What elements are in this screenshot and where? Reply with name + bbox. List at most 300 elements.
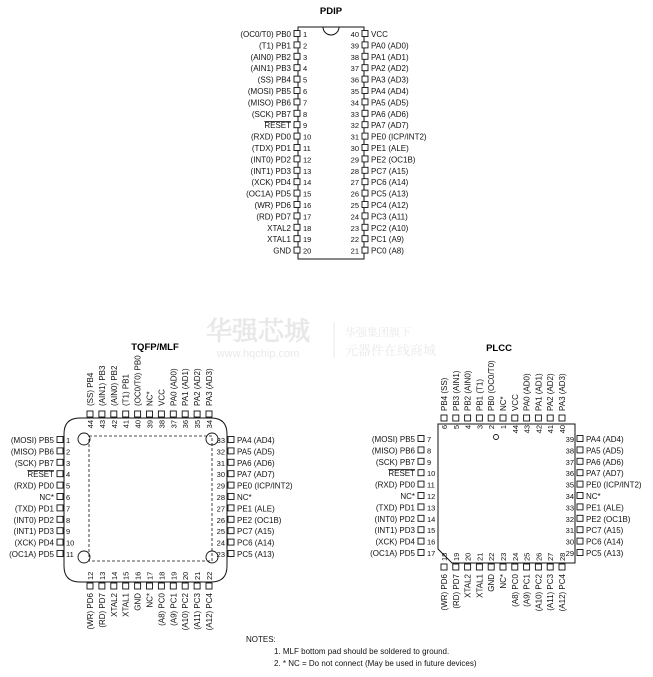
pin-number: 38 xyxy=(350,52,359,62)
pin-number: 18 xyxy=(157,571,167,580)
pin-pad xyxy=(206,411,212,417)
pin-label: (MISO) PB6 xyxy=(10,447,54,457)
pin-number: 42 xyxy=(109,420,119,429)
pin-label: XTAL2 xyxy=(267,223,291,233)
pin-number: 40 xyxy=(558,425,567,434)
pin-number: 5 xyxy=(451,425,461,430)
pin-label: (RXD) PD0 xyxy=(374,480,415,490)
pin-label: VCC xyxy=(371,30,388,39)
pin-number: 30 xyxy=(216,470,225,480)
pin-pad xyxy=(524,415,530,421)
pin-number: 4 xyxy=(463,425,473,430)
pin-pad xyxy=(294,167,300,173)
pin-label: (XCK) PD4 xyxy=(14,538,54,548)
pin-pad xyxy=(441,415,447,421)
pin-number: 28 xyxy=(558,552,567,561)
pin-pad xyxy=(512,415,518,421)
pin-number: 18 xyxy=(303,223,312,233)
pin-pad xyxy=(135,583,141,589)
pin-number: 31 xyxy=(216,458,225,468)
pin-number: 15 xyxy=(303,189,312,199)
pin-number: 17 xyxy=(303,212,312,222)
pin-label: PE1 (ALE) xyxy=(371,144,409,153)
pin-pad xyxy=(362,122,368,128)
pin-pad xyxy=(547,415,553,421)
pin-pad xyxy=(418,470,424,476)
pin-number: 35 xyxy=(350,87,359,96)
watermark-tagline-2: 元器件在线商城 xyxy=(345,343,437,358)
pin-number: 9 xyxy=(427,457,432,467)
pin-pad xyxy=(194,583,200,589)
pin-number: 30 xyxy=(565,537,574,547)
pin-number: 25 xyxy=(350,201,359,210)
pin-label: (AIN0) PB2 xyxy=(250,52,291,62)
pin-pad xyxy=(206,583,212,589)
pin-pad xyxy=(170,411,176,417)
pin-label: (RD) PD7 xyxy=(97,593,107,628)
pin-label: XTAL1 xyxy=(475,574,485,598)
pin-label: PE0 (ICP/INT2) xyxy=(586,480,642,490)
pin-pad xyxy=(362,213,368,219)
pin-number: 8 xyxy=(427,446,432,456)
pin-number: 4 xyxy=(303,64,308,74)
pin-pad xyxy=(362,167,368,173)
pin-label: (AIN0) PB2 xyxy=(109,365,119,406)
pin-label: (A11) PC3 xyxy=(193,593,203,630)
pin-number: 26 xyxy=(350,189,359,199)
pin-number: 28 xyxy=(216,493,225,502)
pin-label: PA2 (AD2) xyxy=(371,64,409,74)
pin-number: 29 xyxy=(216,481,225,491)
pin-number: 19 xyxy=(303,235,312,245)
pin-pad xyxy=(418,493,424,499)
pin-label: PC4 (A12) xyxy=(371,201,409,210)
pin-pad xyxy=(158,583,164,589)
pin-label: VCC xyxy=(157,389,167,406)
pin-number: 32 xyxy=(565,514,574,524)
pin-pad xyxy=(535,415,541,421)
pin-pad xyxy=(453,564,459,570)
pin-label: NC* xyxy=(400,492,415,501)
pin-pad xyxy=(418,447,424,453)
pin-number: 36 xyxy=(181,420,191,429)
pin-label: PB1 (T1) xyxy=(475,378,485,411)
pin-label: VCC xyxy=(510,394,520,411)
note-item: 2. * NC = Do not connect (May be used in future devices) xyxy=(274,659,477,668)
pin-number: 22 xyxy=(487,552,497,561)
pin-pad xyxy=(577,538,583,544)
pin-number: 2 xyxy=(303,41,308,51)
pin-label: PC6 (A14) xyxy=(237,538,275,548)
pin-pad xyxy=(577,493,583,499)
pin-label: (T1) PB1 xyxy=(121,373,131,406)
pin-pad xyxy=(476,564,482,570)
pin-number: 20 xyxy=(181,571,191,580)
pin-number: 22 xyxy=(205,571,214,580)
pin-number: 34 xyxy=(205,420,214,429)
pin-number: 6 xyxy=(66,493,71,502)
pin-pad xyxy=(577,550,583,556)
pin-number: 14 xyxy=(109,571,119,580)
pin-label: (INT1) PD3 xyxy=(13,527,54,537)
pin-number: 15 xyxy=(121,571,131,580)
pin-label: PB4 (SS) xyxy=(440,377,449,411)
pin-number: 9 xyxy=(303,121,308,131)
watermark-url: www.hqchip.com xyxy=(216,348,300,360)
pin-pad xyxy=(418,436,424,442)
pin-number: 35 xyxy=(193,420,203,429)
pin-pad xyxy=(294,156,300,162)
pin-pad xyxy=(57,505,63,511)
pin-pad xyxy=(111,411,117,417)
pin-number: 24 xyxy=(216,538,225,548)
pin-pad xyxy=(182,583,188,589)
pin-pad xyxy=(228,539,234,545)
pin-pad xyxy=(535,564,541,570)
pin-label: PC5 (A13) xyxy=(371,189,409,199)
pin-label: (INT0) PD2 xyxy=(13,515,54,525)
pin-label: NC* xyxy=(499,574,508,589)
pin-pad xyxy=(294,99,300,105)
pin-label: (A10) PC2 xyxy=(181,593,191,631)
pin-label: PA6 (AD6) xyxy=(371,109,409,119)
pin-number: 1 xyxy=(66,436,71,445)
pin-pad xyxy=(559,415,565,421)
pin-label: RESET xyxy=(27,470,54,480)
pin-label: (SCK) PB7 xyxy=(375,457,415,467)
pin-number: 10 xyxy=(427,469,436,479)
pin-pad xyxy=(99,583,105,589)
pin-pad xyxy=(362,247,368,253)
pin-number: 19 xyxy=(169,571,179,580)
pin-label: NC* xyxy=(145,391,155,406)
pin-number: 43 xyxy=(522,425,532,434)
pin-label: (OC0/T0) PB0 xyxy=(240,30,291,39)
pin-pad xyxy=(57,459,63,465)
pin-number: 38 xyxy=(157,420,167,429)
pin-pad xyxy=(512,564,518,570)
pin-label: PC5 (A13) xyxy=(586,549,624,558)
pin-label: PA4 (AD4) xyxy=(371,87,409,96)
pin-label: (WR) PD6 xyxy=(254,201,291,210)
pin-number: 4 xyxy=(66,470,71,480)
pin-number: 21 xyxy=(475,552,485,561)
pin-label: (OC1A) PD5 xyxy=(246,189,291,199)
pin-number: 15 xyxy=(427,526,436,536)
pdip-package xyxy=(240,6,427,259)
pin-pad xyxy=(577,458,583,464)
pin-pad xyxy=(577,447,583,453)
pin-pad xyxy=(362,88,368,94)
pin-label: XTAL2 xyxy=(109,593,119,617)
pin-pad xyxy=(294,88,300,94)
pin-label: PA2 (AD2) xyxy=(546,373,556,411)
pin-number: 28 xyxy=(350,166,359,176)
pin-number: 37 xyxy=(350,64,359,74)
pin-label: (TXD) PD1 xyxy=(14,504,54,514)
pin-label: NC* xyxy=(145,593,155,608)
pin-pad xyxy=(228,437,234,443)
pin-number: 13 xyxy=(427,503,436,513)
pin-pad xyxy=(294,53,300,59)
pin-pad xyxy=(362,110,368,116)
pin-number: 24 xyxy=(510,552,520,561)
pin-number: 12 xyxy=(303,155,312,165)
pin-pad xyxy=(362,53,368,59)
pin-number: 16 xyxy=(133,571,143,580)
pin-pad xyxy=(362,156,368,162)
pin-label: PB2 (AIN0) xyxy=(463,370,473,411)
pin-label: PA2 (AD2) xyxy=(193,368,203,406)
pin-label: (OC1A) PD5 xyxy=(370,549,415,558)
pin-label: PA5 (AD5) xyxy=(586,446,624,456)
pin-pad xyxy=(418,504,424,510)
tqfp-package xyxy=(9,342,293,630)
pin-pad xyxy=(362,65,368,71)
pin-number: 39 xyxy=(145,420,155,429)
pin-number: 33 xyxy=(350,109,359,119)
pin-label: (XCK) PD4 xyxy=(251,178,291,188)
pin-label: (INT1) PD3 xyxy=(250,166,291,176)
pin-pad xyxy=(441,564,447,570)
pin-pad xyxy=(577,527,583,533)
pin-pad xyxy=(123,583,129,589)
pin-pad xyxy=(147,583,153,589)
pin-pad xyxy=(476,415,482,421)
pin-number: 1 xyxy=(499,425,508,430)
pin-number: 31 xyxy=(350,132,359,142)
pin-label: NC* xyxy=(39,493,54,502)
pin-pad xyxy=(228,471,234,477)
pin-pad xyxy=(57,448,63,454)
pin-label: XTAL2 xyxy=(463,574,473,598)
pin-number: 22 xyxy=(350,235,359,245)
pin-number: 44 xyxy=(86,420,95,429)
pin-label: (MISO) PB6 xyxy=(247,98,291,108)
pin-pad xyxy=(228,551,234,557)
pin-pad xyxy=(362,99,368,105)
pin-pad xyxy=(87,583,93,589)
pin-pad xyxy=(228,516,234,522)
pin-label: PB0 (OC0/T0) xyxy=(487,360,497,411)
pin-pad xyxy=(418,550,424,556)
pin-pad xyxy=(170,583,176,589)
pin-pad xyxy=(147,411,153,417)
pin-label: PA6 (AD6) xyxy=(586,457,624,467)
pin-label: PC7 (A15) xyxy=(237,527,275,537)
pin-pad xyxy=(294,145,300,151)
pin-pad xyxy=(577,504,583,510)
pin-label: PE2 (OC1B) xyxy=(586,514,631,524)
pin-pad xyxy=(294,224,300,230)
pin-label: (RD) PD7 xyxy=(256,212,291,222)
pin-pad xyxy=(488,415,494,421)
pin-pad xyxy=(228,528,234,534)
pin-pad xyxy=(418,538,424,544)
pin-number: 23 xyxy=(350,223,359,233)
pin-number: 17 xyxy=(145,571,155,580)
pin-pad xyxy=(453,415,459,421)
pin-label: (SCK) PB7 xyxy=(14,458,54,468)
pin-label: PA7 (AD7) xyxy=(237,470,275,480)
pin-pad xyxy=(362,42,368,48)
pin-pad xyxy=(577,436,583,442)
pin-pad xyxy=(418,458,424,464)
pin-label: (INT1) PD3 xyxy=(374,526,415,536)
pin-number: 41 xyxy=(546,425,556,434)
pdip-title: PDIP xyxy=(319,6,343,17)
pin-number: 41 xyxy=(121,420,131,429)
pin-pad xyxy=(57,482,63,488)
pin-pad xyxy=(57,516,63,522)
pin-pad xyxy=(294,247,300,253)
pin-label: RESET xyxy=(388,469,415,479)
pin-pad xyxy=(194,411,200,417)
pin-label: PA0 (AD0) xyxy=(371,41,409,51)
pin-label: PA3 (AD3) xyxy=(558,373,567,411)
pin-number: 8 xyxy=(66,515,71,525)
pin-number: 14 xyxy=(427,514,436,524)
pin-pad xyxy=(559,564,565,570)
pin-label: (A9) PC1 xyxy=(522,574,532,607)
pin-label: (MOSI) PB5 xyxy=(371,435,415,444)
pin-label: (MISO) PB6 xyxy=(371,446,415,456)
pin-label: (WR) PD6 xyxy=(440,574,449,611)
pin-pad xyxy=(577,515,583,521)
pin-number: 5 xyxy=(66,481,71,491)
pin-number: 31 xyxy=(565,526,574,536)
pin-pad xyxy=(362,190,368,196)
pin-label: (XCK) PD4 xyxy=(375,537,415,547)
pin-label: PE1 (ALE) xyxy=(586,503,624,513)
pin-label: NC* xyxy=(586,492,601,501)
pin-label: GND xyxy=(487,574,497,592)
pin-pad xyxy=(135,411,141,417)
pin-label: XTAL1 xyxy=(121,593,131,617)
pin-label: (A12) PC4 xyxy=(558,574,567,612)
pin-number: 37 xyxy=(169,420,179,429)
pin-number: 13 xyxy=(97,571,107,580)
pin-label: (OC0/T0) PB0 xyxy=(133,355,143,406)
pin-number: 34 xyxy=(565,492,574,501)
pin-pad xyxy=(500,415,506,421)
pin-pad xyxy=(294,76,300,82)
pin-number: 1 xyxy=(303,30,308,39)
pin-label: (MOSI) PB5 xyxy=(247,87,291,96)
pin-label: PC1 (A9) xyxy=(371,235,404,245)
pin-pad xyxy=(294,65,300,71)
pin-number: 23 xyxy=(216,550,225,559)
pin-pad xyxy=(57,494,63,500)
pin-pad xyxy=(362,179,368,185)
pin-label: PA0 (AD0) xyxy=(169,368,179,406)
pin-number: 43 xyxy=(97,420,107,429)
pin-number: 8 xyxy=(303,109,308,119)
pin-number: 23 xyxy=(499,552,508,561)
pin-number: 20 xyxy=(463,552,473,561)
watermark-tagline-1: 华强集团旗下 xyxy=(345,327,411,339)
pin-number: 20 xyxy=(303,246,312,256)
pin-number: 32 xyxy=(216,447,225,457)
pin-pad xyxy=(577,470,583,476)
pin-number: 13 xyxy=(303,166,312,176)
pin-number: 36 xyxy=(350,75,359,85)
plcc-package xyxy=(370,343,642,611)
pin-label: PE0 (ICP/INT2) xyxy=(371,132,427,142)
pin-pad xyxy=(362,133,368,139)
pin-label: PE2 (OC1B) xyxy=(237,515,282,525)
pin-pad xyxy=(123,411,129,417)
pin-label: GND xyxy=(273,246,291,256)
pin-pad xyxy=(294,179,300,185)
pin-number: 7 xyxy=(303,98,308,108)
pin-number: 12 xyxy=(427,492,436,501)
pin-number: 5 xyxy=(303,75,308,85)
pin-label: GND xyxy=(133,593,143,611)
pin-number: 35 xyxy=(565,480,574,490)
watermark-brand: 华强芯城 xyxy=(205,316,311,346)
pin-label: NC* xyxy=(237,493,252,502)
pin-pad xyxy=(228,482,234,488)
pin-pad xyxy=(294,133,300,139)
pin-number: 37 xyxy=(565,457,574,467)
pin-pad xyxy=(158,411,164,417)
pin-label: PE0 (ICP/INT2) xyxy=(237,481,293,491)
pin-number: 32 xyxy=(350,121,359,131)
pin-pad xyxy=(57,539,63,545)
pin-label: NC* xyxy=(499,396,508,411)
pin-number: 10 xyxy=(66,538,75,548)
pin-label: PA4 (AD4) xyxy=(586,435,624,444)
pin-number: 27 xyxy=(350,178,359,188)
pin-label: (AIN1) PB3 xyxy=(250,64,291,74)
pin-label: (A9) PC1 xyxy=(169,593,179,626)
pin-label: (MOSI) PB5 xyxy=(10,436,54,445)
watermark xyxy=(206,316,436,360)
pin-pad xyxy=(488,564,494,570)
pin-pad xyxy=(500,564,506,570)
notes-heading: NOTES: xyxy=(246,635,276,644)
pin-pad xyxy=(87,411,93,417)
pin-number: 26 xyxy=(216,515,225,525)
pin-label: PB3 (AIN1) xyxy=(451,370,461,411)
pin-label: (INT0) PD2 xyxy=(250,155,291,165)
pin-number: 40 xyxy=(133,420,143,429)
pin-pad xyxy=(577,481,583,487)
pin-number: 7 xyxy=(66,504,71,514)
pin-label: (A12) PC4 xyxy=(205,593,214,631)
pin-pad xyxy=(111,583,117,589)
notes xyxy=(246,634,477,670)
pin-pad xyxy=(228,459,234,465)
pin-number: 3 xyxy=(475,425,485,430)
pin-label: (A8) PC0 xyxy=(157,593,167,626)
pin-label: PA3 (AD3) xyxy=(205,368,214,406)
pin-number: 38 xyxy=(565,446,574,456)
pin-number: 40 xyxy=(350,30,359,39)
pin-label: PC7 (A15) xyxy=(371,166,409,176)
pin-pad xyxy=(57,528,63,534)
pin-pad xyxy=(294,213,300,219)
pin-number: 9 xyxy=(66,527,71,537)
pin-label: PA6 (AD6) xyxy=(237,458,275,468)
pin-number: 3 xyxy=(66,458,71,468)
pin-number: 33 xyxy=(565,503,574,513)
tqfp-title: TQFP/MLF xyxy=(131,342,179,353)
pin-label: PC6 (A14) xyxy=(371,178,409,188)
pin-number: 11 xyxy=(427,480,435,490)
pin-label: PE2 (OC1B) xyxy=(371,155,416,165)
